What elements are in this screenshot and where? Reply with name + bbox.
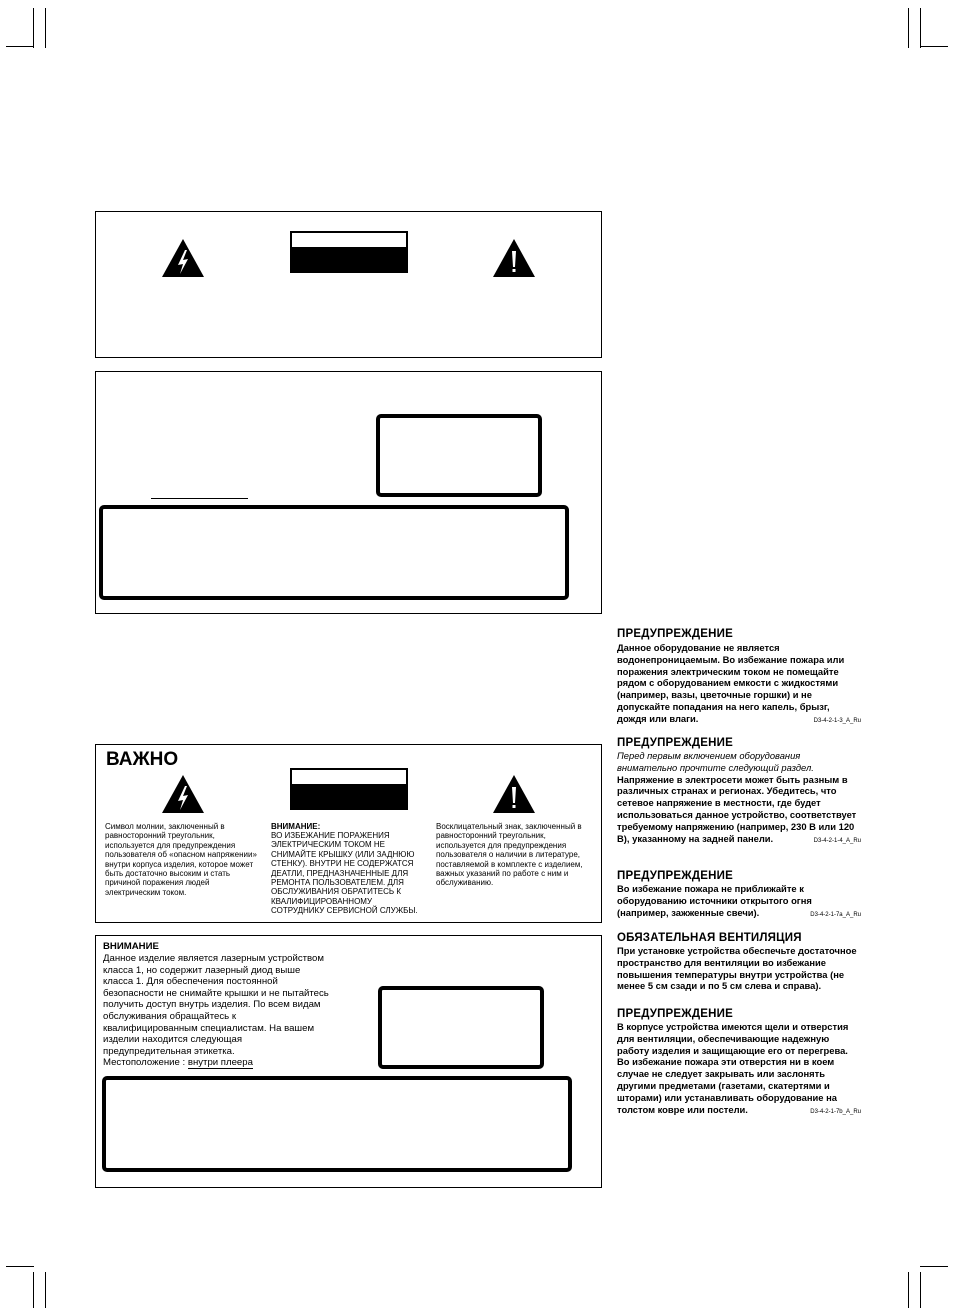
crop-mark xyxy=(6,1266,34,1267)
warning-2-intro: Перед первым включением оборудования внимательно прочтите следующий раздел. xyxy=(617,750,814,773)
crop-mark xyxy=(908,8,909,48)
warning-2-title: ПРЕДУПРЕЖДЕНИЕ xyxy=(617,737,733,749)
crop-mark xyxy=(920,1266,948,1267)
ventilation-title: ОБЯЗАТЕЛЬНАЯ ВЕНТИЛЯЦИЯ xyxy=(617,932,802,944)
upper-laser-box xyxy=(95,371,602,614)
warning-2-code: D3-4-2-1-4_A_Ru xyxy=(813,837,861,844)
important-title: ВАЖНО xyxy=(106,749,179,770)
warning-5-code: D3-4-2-1-7b_A_Ru xyxy=(810,1108,861,1115)
crop-mark xyxy=(920,1272,921,1308)
location-value: внутри плеера xyxy=(187,1057,253,1068)
warning-3-text: Во избежание пожара не приближайте к оборудованию источники открытого огня (например, зажженные свечи). D3-4-2-1-7a_A_Ru xyxy=(617,883,861,921)
crop-mark xyxy=(920,46,948,47)
location-line xyxy=(103,1057,253,1069)
lightning-warning-icon xyxy=(161,238,205,278)
caution-label xyxy=(290,231,408,273)
laser-warning-frame xyxy=(102,1076,572,1172)
lightning-warning-icon xyxy=(161,774,205,814)
warning-3-code: D3-4-2-1-7a_A_Ru xyxy=(810,911,861,918)
crop-mark xyxy=(33,8,34,48)
crop-mark xyxy=(33,1272,34,1308)
warning-1-title: ПРЕДУПРЕЖДЕНИЕ xyxy=(617,628,733,640)
caution-label xyxy=(290,768,408,810)
exclamation-description: Восклицательный знак, заключенный в равносторонний треугольник, используется для предупреждения пользователя о наличии в литературе, поставляемой в комплекте с изделием, важных указаний по работе с ним и обслуживанию. xyxy=(436,822,583,888)
caution-description: ВО ИЗБЕЖАНИЕ ПОРАЖЕНИЯ ЭЛЕКТРИЧЕСКИМ ТОКОМ НЕ СНИМАЙТЕ КРЫШКУ (ИЛИ ЗАДНЮЮ СТЕНКУ). ВНУТРИ НЕ СОДЕРЖАТСЯ ДЕАТЛИ, ПРЕДНАЗНАЧЕННЫЕ ДЛЯ РЕМОНТА ПОЛЬЗОВАТЕЛЕМ. ДЛЯ ОБСЛУЖИВАНИЯ ОБРАТИТЕСЬ К КВАЛИФИЦИРОВАННОМУ СОТРУДНИКУ СЕРВИСНОЙ СЛУЖБЫ. xyxy=(271,831,418,916)
caution-heading: ВНИМАНИЕ: xyxy=(271,822,321,831)
location-label: Местоположение : xyxy=(103,1057,186,1068)
exclamation-warning-icon xyxy=(492,774,536,814)
lightning-description: Символ молнии, заключенный в равносторонний треугольник, используется для предупреждения пользователя об «опасном напряжении» внутри корпуса изделия, которое может быть достаточно высоким и стать причиной поражения людей электрическим током. xyxy=(105,822,257,897)
laser-heading: ВНИМАНИЕ xyxy=(103,941,159,952)
exclamation-warning-icon xyxy=(492,238,536,278)
warning-2-text: Перед первым включением оборудования внимательно прочтите следующий раздел. Напряжение в электросети может быть разным в различных странах и регионах. Убедитесь, что сетевое напряжение в местности, где будет использоваться данное устройство, соответствует требуемому напряжению (например, 230 В или 120 В), указанному на задней панели. D3-4-2-1-4_A_Ru xyxy=(617,750,861,847)
crop-mark xyxy=(6,46,34,47)
upper-caution-box xyxy=(95,211,602,358)
warning-1-text: Данное оборудование не является водонепроницаемым. Во избежание пожара или поражения электрическим током не помещайте рядом с оборудованием емкости с жидкостями (например, вазы, цветочные горшки) и не допускайте попадания на него капель, брызг, дождя или влаги. D3-4-2-1-3_A_Ru xyxy=(617,642,861,728)
laser-label-frame xyxy=(376,414,542,497)
laser-text: Данное изделие является лазерным устройством класса 1, но содержит лазерный диод выше класса 1. Для обеспечения постоянной безопасности не снимайте крышки и не пытайтесь получить доступ внутрь изделия. По всем видам обслуживания обращайтесь к квалифицированным специалистам. На вашем изделии находится следующая предупредительная этикетка. xyxy=(103,953,329,1057)
crop-mark xyxy=(920,8,921,48)
warning-3-title: ПРЕДУПРЕЖДЕНИЕ xyxy=(617,870,733,882)
warning-1-code: D3-4-2-1-3_A_Ru xyxy=(813,717,861,724)
laser-box xyxy=(95,935,602,1188)
ventilation-text: При установке устройства обеспечьте достаточное пространство для вентиляции во избежание повышения температуры внутри устройства (не менее 5 см сзади и по 5 см слева и справа). xyxy=(617,945,857,992)
crop-mark xyxy=(45,8,46,48)
crop-mark xyxy=(45,1272,46,1308)
warning-5-title: ПРЕДУПРЕЖДЕНИЕ xyxy=(617,1008,733,1020)
crop-mark xyxy=(908,1272,909,1308)
warning-5-text: В корпусе устройства имеются щели и отверстия для вентиляции, обеспечивающие надежную работу изделия и защищающие его от перегрева. Во избежание пожара эти отверстия ни в коем случае не следует закрывать или заслонять другими предметами (газетами, скатертями и шторами) или устанавливать оборудование на толстом ковре или постели. D3-4-2-1-7b_A_Ru xyxy=(617,1021,861,1118)
laser-label-frame xyxy=(378,986,544,1069)
location-underline xyxy=(151,498,248,499)
laser-warning-frame xyxy=(99,505,569,600)
important-box xyxy=(95,744,602,923)
